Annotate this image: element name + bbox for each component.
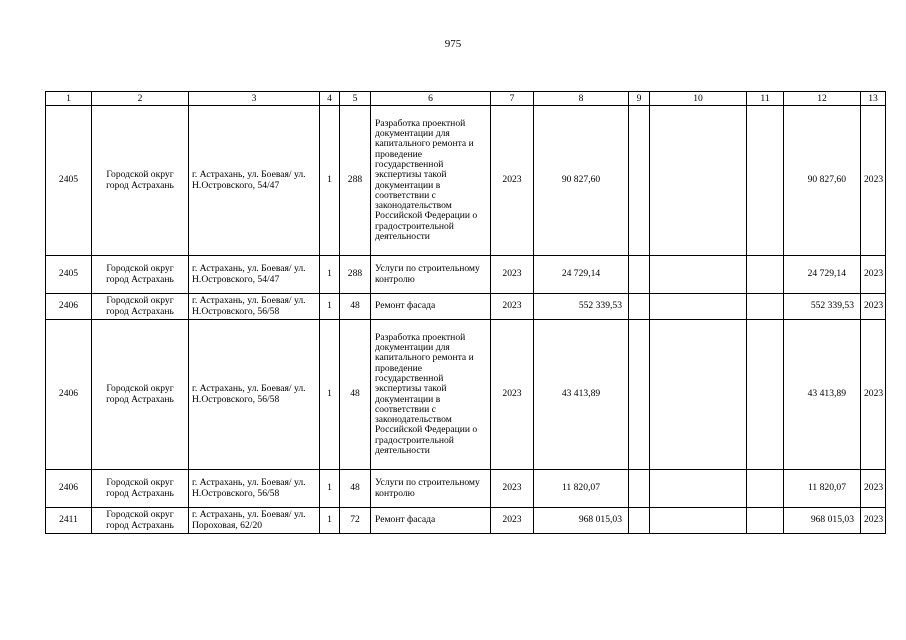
cell-col13: 2023 — [861, 508, 886, 534]
cell-municipality: Городской округ город Астрахань — [92, 470, 189, 508]
cell-col5: 72 — [340, 508, 371, 534]
cell-work-type: Ремонт фасада — [371, 508, 491, 534]
cell-work-type: Услуги по строительному контролю — [371, 256, 491, 294]
cell-col11 — [747, 470, 784, 508]
column-number: 6 — [371, 92, 491, 106]
cell-col5: 288 — [340, 106, 371, 256]
cell-col13: 2023 — [861, 294, 886, 320]
cell-work-type: Разработка проектной документации для капитального ремонта и проведение государственной экспертизы такой документации в соответствии с законодательством Российской Федерации о градостроительной деятельности — [371, 106, 491, 256]
cell-col11 — [747, 320, 784, 470]
cell-col10 — [650, 320, 747, 470]
cell-col10 — [650, 256, 747, 294]
cell-address: г. Астрахань, ул. Боевая/ ул. Н.Островского, 56/58 — [189, 320, 320, 470]
column-number: 1 — [46, 92, 92, 106]
cell-total-cost: 968 015,03 — [534, 508, 629, 534]
cell-col9 — [629, 320, 650, 470]
column-number: 5 — [340, 92, 371, 106]
cell-col13: 2023 — [861, 470, 886, 508]
cell-year: 2023 — [491, 106, 534, 256]
cell-col10 — [650, 106, 747, 256]
cell-total-cost: 43 413,89 — [534, 320, 629, 470]
cell-work-type: Ремонт фасада — [371, 294, 491, 320]
column-number: 3 — [189, 92, 320, 106]
cell-col12: 552 339,53 — [784, 294, 861, 320]
column-number: 2 — [92, 92, 189, 106]
works-register-table — [45, 91, 886, 534]
cell-col5: 48 — [340, 470, 371, 508]
cell-col12: 968 015,03 — [784, 508, 861, 534]
column-number: 13 — [861, 92, 886, 106]
cell-year: 2023 — [491, 320, 534, 470]
cell-total-cost: 90 827,60 — [534, 106, 629, 256]
cell-col5: 48 — [340, 320, 371, 470]
column-number: 4 — [320, 92, 340, 106]
cell-col10 — [650, 470, 747, 508]
cell-col11 — [747, 106, 784, 256]
cell-col13: 2023 — [861, 320, 886, 470]
cell-id: 2405 — [46, 106, 92, 256]
cell-work-type: Разработка проектной документации для капитального ремонта и проведение государственной экспертизы такой документации в соответствии с законодательством Российской Федерации о градостроительной деятельности — [371, 320, 491, 470]
cell-address: г. Астрахань, ул. Боевая/ ул. Пороховая, 62/20 — [189, 508, 320, 534]
cell-total-cost: 11 820,07 — [534, 470, 629, 508]
column-number: 7 — [491, 92, 534, 106]
cell-col5: 288 — [340, 256, 371, 294]
cell-col12: 90 827,60 — [784, 106, 861, 256]
cell-municipality: Городской округ город Астрахань — [92, 256, 189, 294]
cell-col11 — [747, 294, 784, 320]
table-row — [46, 106, 886, 256]
cell-col5: 48 — [340, 294, 371, 320]
table-row — [46, 470, 886, 508]
cell-year: 2023 — [491, 294, 534, 320]
column-number: 8 — [534, 92, 629, 106]
table-row — [46, 294, 886, 320]
cell-id: 2411 — [46, 508, 92, 534]
cell-col12: 24 729,14 — [784, 256, 861, 294]
cell-col4: 1 — [320, 106, 340, 256]
cell-address: г. Астрахань, ул. Боевая/ ул. Н.Островского, 54/47 — [189, 256, 320, 294]
column-number: 12 — [784, 92, 861, 106]
header-row — [46, 92, 886, 106]
table-row — [46, 256, 886, 294]
cell-col10 — [650, 294, 747, 320]
cell-municipality: Городской округ город Астрахань — [92, 320, 189, 470]
cell-col4: 1 — [320, 508, 340, 534]
cell-address: г. Астрахань, ул. Боевая/ ул. Н.Островского, 56/58 — [189, 294, 320, 320]
page-number: 975 — [444, 38, 462, 50]
cell-id: 2406 — [46, 470, 92, 508]
cell-address: г. Астрахань, ул. Боевая/ ул. Н.Островского, 54/47 — [189, 106, 320, 256]
cell-col11 — [747, 256, 784, 294]
cell-municipality: Городской округ город Астрахань — [92, 508, 189, 534]
cell-col9 — [629, 294, 650, 320]
cell-col4: 1 — [320, 470, 340, 508]
cell-id: 2406 — [46, 320, 92, 470]
cell-col9 — [629, 256, 650, 294]
column-number: 11 — [747, 92, 784, 106]
column-number: 10 — [650, 92, 747, 106]
cell-col9 — [629, 470, 650, 508]
cell-municipality: Городской округ город Астрахань — [92, 106, 189, 256]
cell-col12: 43 413,89 — [784, 320, 861, 470]
cell-col10 — [650, 508, 747, 534]
cell-col12: 11 820,07 — [784, 470, 861, 508]
cell-col4: 1 — [320, 320, 340, 470]
cell-total-cost: 552 339,53 — [534, 294, 629, 320]
cell-year: 2023 — [491, 470, 534, 508]
table-row — [46, 508, 886, 534]
cell-work-type: Услуги по строительному контролю — [371, 470, 491, 508]
cell-id: 2405 — [46, 256, 92, 294]
cell-total-cost: 24 729,14 — [534, 256, 629, 294]
cell-col13: 2023 — [861, 106, 886, 256]
cell-col4: 1 — [320, 294, 340, 320]
table-row — [46, 320, 886, 470]
cell-year: 2023 — [491, 508, 534, 534]
cell-address: г. Астрахань, ул. Боевая/ ул. Н.Островского, 56/58 — [189, 470, 320, 508]
column-number: 9 — [629, 92, 650, 106]
cell-col9 — [629, 508, 650, 534]
cell-year: 2023 — [491, 256, 534, 294]
cell-id: 2406 — [46, 294, 92, 320]
cell-col11 — [747, 508, 784, 534]
cell-col9 — [629, 106, 650, 256]
cell-col4: 1 — [320, 256, 340, 294]
cell-municipality: Городской округ город Астрахань — [92, 294, 189, 320]
cell-col13: 2023 — [861, 256, 886, 294]
